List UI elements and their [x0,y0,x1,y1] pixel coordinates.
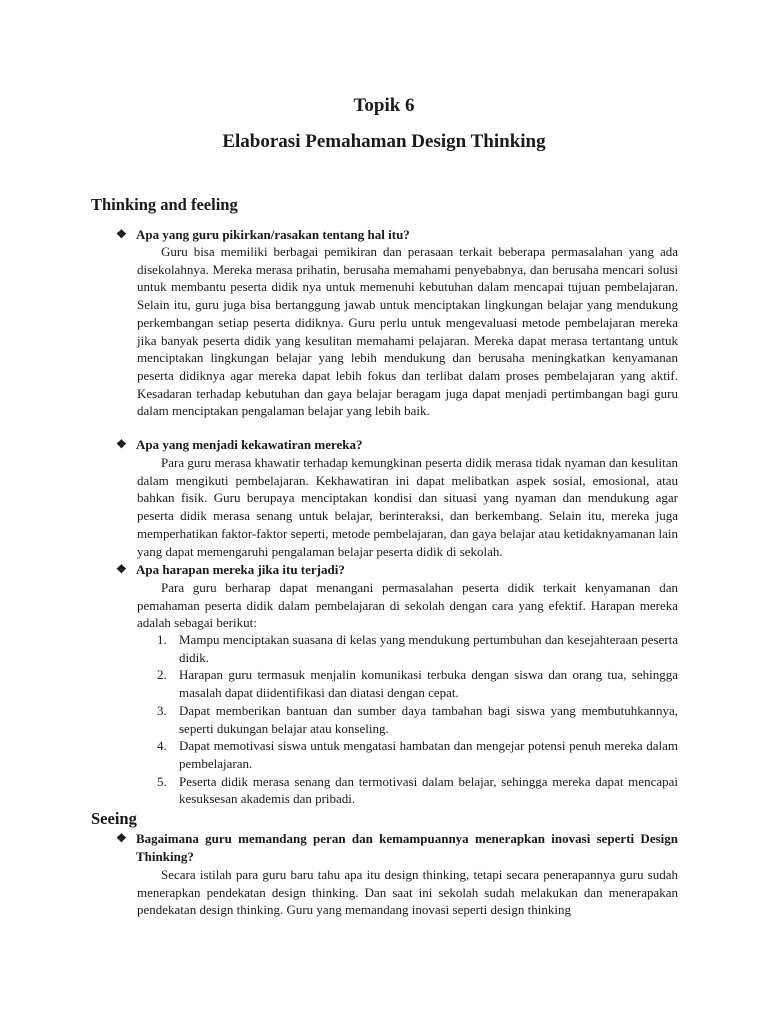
list-item [137,773,678,808]
question-4 [116,830,678,865]
list-item [137,737,678,772]
question-text: Apa harapan mereka jika itu terjadi? [136,562,345,577]
section-heading-seeing: Seeing [91,809,137,828]
list-item-text: Dapat memberikan bantuan dan sumber daya tambahan bagi siswa yang membutuhkannya, seperti dukungan belajar atau konseling. [179,702,678,736]
question-2 [116,436,678,454]
list-item-text: Dapat memotivasi siswa untuk mengatasi hambatan dan mengejar potensi penuh mereka dalam pembelajaran. [179,738,678,771]
list-item-text: Mampu menciptakan suasana di kelas yang mendukung pertumbuhan dan kesejahteraan peserta didik. [179,632,678,665]
list-number: 2. [157,667,167,683]
question-text: Apa yang guru pikirkan/rasakan tentang hal itu? [136,227,410,242]
question-text: Bagaimana guru memandang peran dan kemampuannya menerapkan inovasi seperti Design Thinking? [136,831,678,864]
hopes-list [137,631,678,808]
list-item [137,666,678,701]
list-number: 1. [157,632,167,647]
document-title: Elaborasi Pemahaman Design Thinking [222,131,546,152]
question-text: Apa yang menjadi kekawatiran mereka? [136,437,363,452]
topic-number: Topik 6 [353,95,415,116]
list-item-text: Peserta didik merasa senang dan termotivasi dalam belajar, sehingga mereka dapat mencapai kesuksesan akademis dan pribadi. [179,773,678,807]
list-number: 3. [157,702,167,718]
answer-paragraph-4: Secara istilah para guru baru tahu apa itu design thinking, tetapi secara penerapannya guru sudah menerapkan pendekatan design thinking. Dan saat ini sekolah sudah melakukan dan menerapakan pendekatan design thinking. Guru yang memandang inovasi seperti design thinking [137,867,678,918]
question-3 [116,561,678,579]
list-number: 4. [157,738,167,754]
list-item [137,702,678,737]
list-item-text: Harapan guru termasuk menjalin komunikasi terbuka dengan siswa dan orang tua, sehingga masalah dapat diidentifikasi dan diatasi dengan cepat. [179,667,678,701]
diamond-bullet-icon: ❖ [116,562,127,576]
answer-paragraph-1: Guru bisa memiliki berbagai pemikiran dan perasaan terkait beberapa permasalahan yang ada disekolahnya. Mereka merasa prihatin, berusaha memahami penyebabnya, dan berusaha mencari solusi untuk membantu peserta didik nya untuk memenuhi kebutuhan dalam mencapai tujuan pembelajaran. Selain itu, guru juga bisa bertanggung jawab untuk menciptakan lingkungan belajar yang mendukung perkembangan setiap peserta didiknya. Guru perlu untuk mengevaluasi metode pembelajaran mereka jika banyak peserta didik yang kesulitan memahami pelajaran. Mereka dapat merasa tertantang untuk menciptakan lingkungan belajar yang lebih mendukung dan berusaha meningkatkan kenyamanan peserta didiknya agar mereka dapat lebih fokus dan terlibat dalam proses pembelajaran yang aktif. Kesadaran terhadap kebutuhan dan gaya belajar beragam juga dapat menjadi pertimbangan bagi guru dalam menciptakan pengalaman belajar yang lebih baik. [137,244,678,419]
answer-paragraph-3: Para guru berharap dapat menangani permasalahan peserta didik terkait kenyamanan dan pemahaman peserta didik dalam pembelajaran di sekolah dengan cara yang efektif. Harapan mereka adalah sebagai berikut: [137,580,678,631]
diamond-bullet-icon: ❖ [116,437,127,451]
list-number: 5. [157,773,167,789]
diamond-bullet-icon: ❖ [116,831,127,845]
answer-paragraph-2: Para guru merasa khawatir terhadap kemungkinan peserta didik merasa tidak nyaman dan kesulitan dalam mengikuti pembelajaran. Kekhawatiran ini dapat melibatkan aspek sosial, emosional, atau bahkan fisik. Guru berupaya menciptakan kondisi dan situasi yang nyaman dan mendukung agar peserta didik merasa senang untuk belajar, berinteraksi, dan berkembang. Selain itu, mereka juga memperhatikan faktor-faktor seperti, metode pembelajaran, dan gaya belajar atau ketidaknyamanan lain yang dapat memengaruhi pengalaman belajar peserta didik di sekolah. [137,455,678,559]
section-heading-thinking-feeling: Thinking and feeling [91,195,238,214]
question-1 [116,226,678,244]
list-item [137,631,678,666]
diamond-bullet-icon: ❖ [116,227,127,241]
